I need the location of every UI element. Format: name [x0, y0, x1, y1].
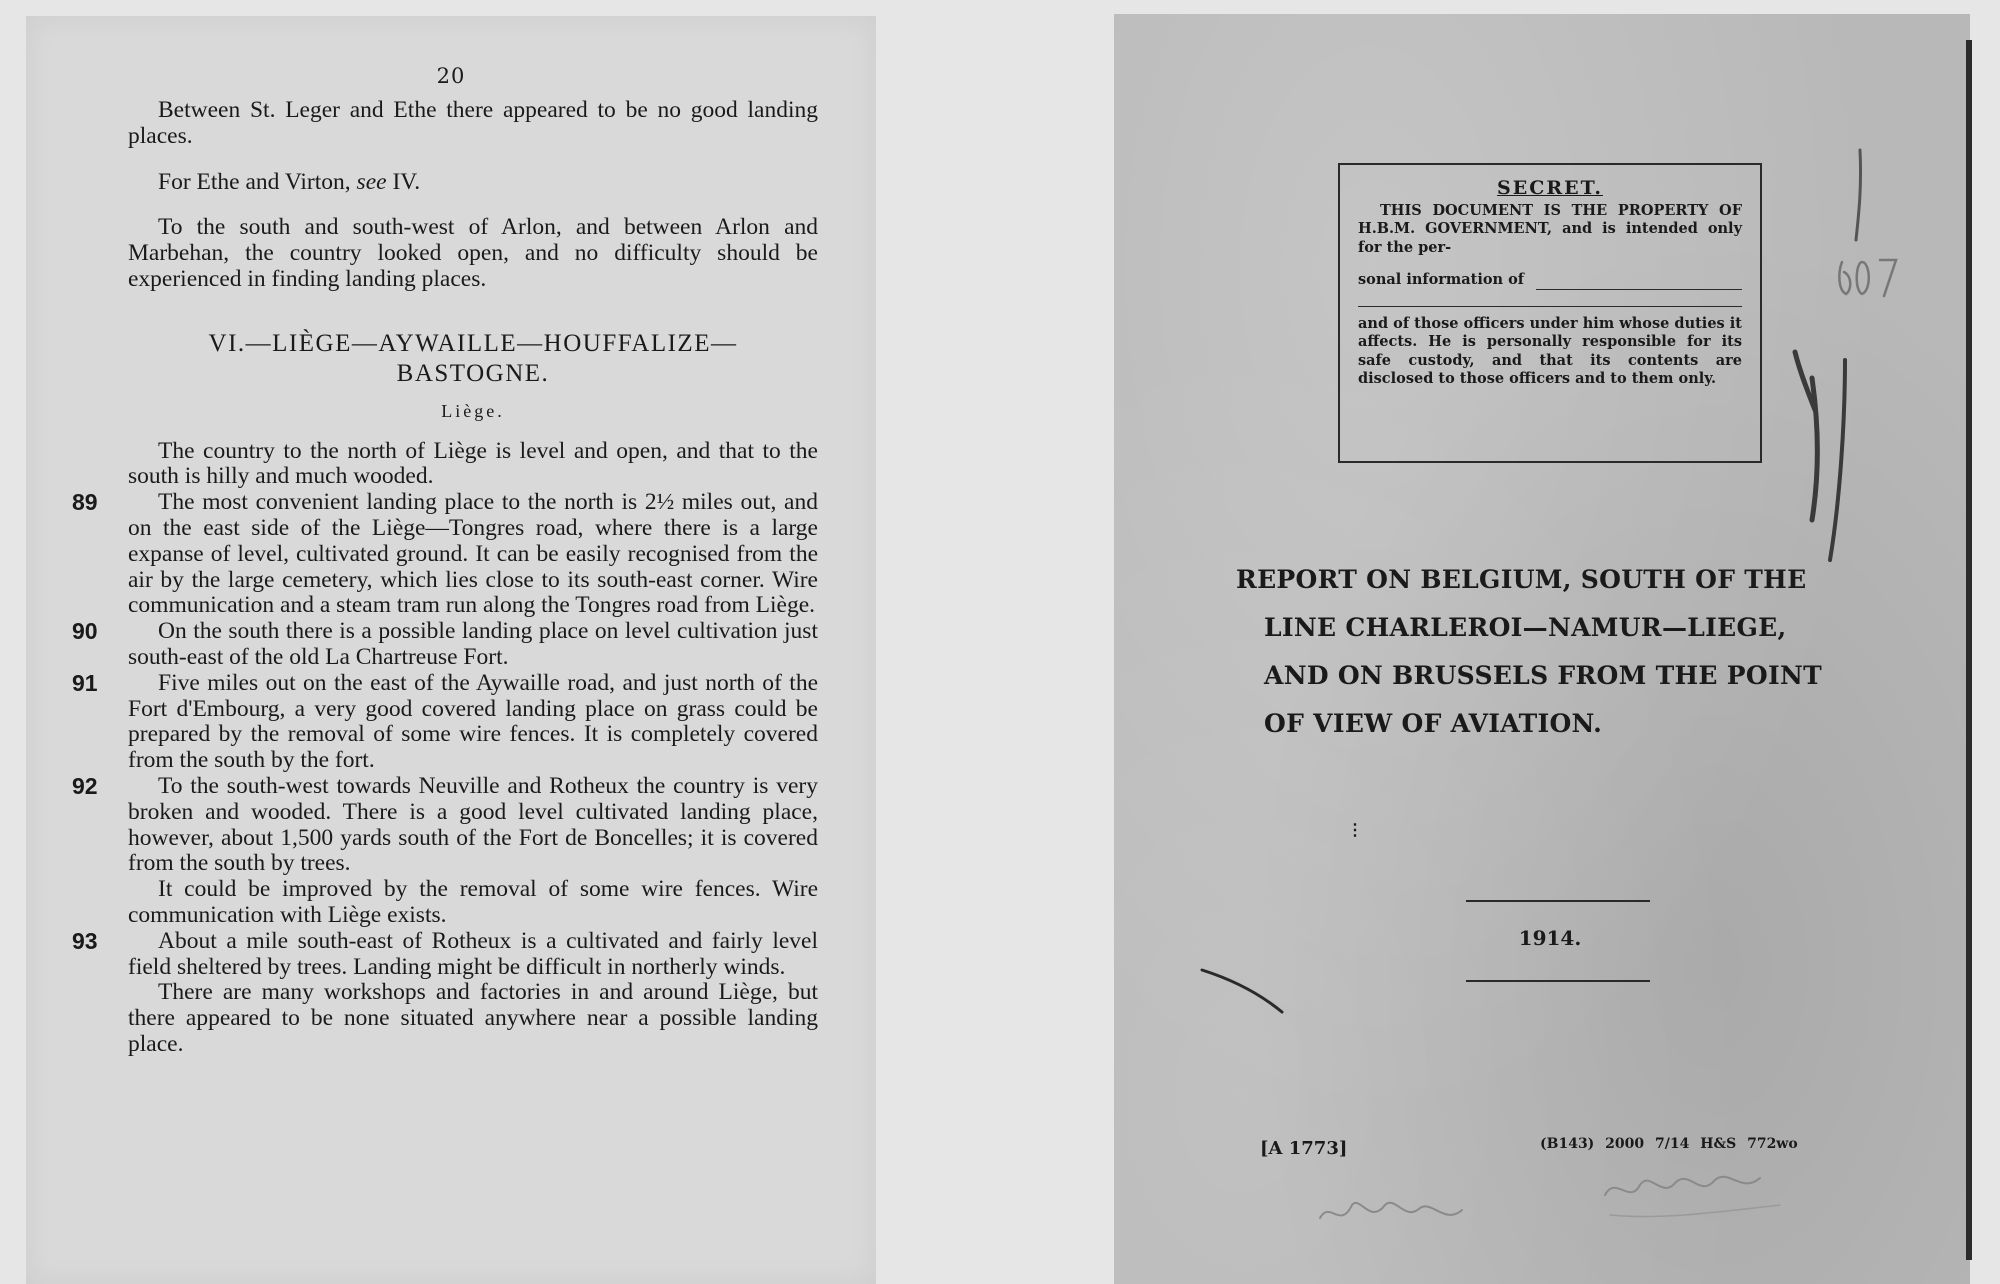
rule-above-year — [1466, 900, 1650, 902]
ethe-see: see — [356, 168, 387, 195]
personal-information-label: sonal information of — [1358, 271, 1525, 288]
personal-information-line — [1358, 271, 1742, 290]
paragraph-text: The most convenient landing place to the north is 2½ miles out, and on the east side of the Liège—Tongres road, where there is a large expanse of level, cultivated ground. It can be easily recognised from the air by the large cemetery, which lies close to its south-east corner. Wire communication and a steam tram run along the Tongres road from Liège. — [128, 489, 818, 619]
secret-para-1: THIS DOCUMENT IS THE PROPERTY OF H.B.M. GOVERNMENT, and is intended only for the per- — [1358, 201, 1742, 256]
secret-title: SECRET. — [1497, 177, 1603, 199]
secret-para-2: and of those officers under him whose duties it affects. He is personally responsible for its safe custody, and that its contents are disclosed to those officers and to them only. — [1358, 314, 1742, 387]
reference-number: [A 1773] — [1260, 1138, 1348, 1159]
report-title-line-1: REPORT ON BELGIUM, SOUTH OF THE — [1236, 565, 1807, 594]
report-title-line-2: LINE CHARLEROI—NAMUR—LIEGE, — [1264, 613, 1787, 642]
pencil-stroke — [1856, 150, 1861, 240]
pencil-stroke — [1857, 262, 1869, 294]
secret-notice-box — [1338, 163, 1762, 463]
paragraph-text: On the south there is a possible landing place on level cultivation just south-east of the old La Chartreuse Fort. — [128, 618, 818, 670]
printer-reference: (B143) 2000 7/14 H&S 772wo — [1540, 1136, 1798, 1152]
pencil-stroke — [1880, 260, 1896, 296]
paragraph-number: 91 — [72, 669, 98, 696]
paragraph-number: 90 — [72, 618, 98, 645]
paragraph-text: To the south-west towards Neuville and Rotheux the country is very broken and wooded. There is a good level cultivated landing place, however, about 1,500 yards south of the Fort de Boncelles; it is covered from the south by trees. — [128, 772, 818, 877]
subheading-liege: Liège. — [441, 400, 505, 421]
paragraph-arlon: To the south and south-west of Arlon, and between Arlon and Marbehan, the country looked open, and no difficulty should be experienced in finding landing places. — [128, 214, 818, 292]
pencil-stroke — [1812, 378, 1817, 520]
page-number: 20 — [436, 64, 466, 88]
paragraph-number: 93 — [72, 927, 98, 954]
year: 1914. — [1518, 926, 1582, 950]
pencil-stroke — [1830, 360, 1845, 560]
pencil-stroke — [1202, 970, 1282, 1012]
pencil-stroke — [1839, 262, 1850, 294]
paragraph-number: 89 — [72, 489, 98, 516]
paragraph-country: The country to the north of Liège is level and open, and that to the south is hilly and much wooded. — [128, 437, 818, 490]
report-title-line-3: AND ON BRUSSELS FROM THE POINT — [1264, 661, 1823, 690]
paragraph-92-continued: It could be improved by the removal of some wire fences. Wire communication with Liège exists. — [128, 876, 818, 928]
section-heading-line2: BASTOGNE. — [396, 359, 550, 387]
paragraph-st-leger: Between St. Leger and Ethe there appeared to be no good landing places. — [128, 97, 818, 149]
paragraph-text: About a mile south-east of Rotheux is a cultivated and fairly level field sheltered by trees. Landing might be difficult in northerly winds. — [128, 927, 818, 980]
name-blank — [1536, 275, 1742, 290]
pencil-stroke — [1320, 1203, 1462, 1218]
report-title — [1236, 556, 1876, 748]
paragraph-number: 92 — [72, 772, 98, 799]
report-title-line-4: OF VIEW OF AVIATION. — [1264, 709, 1603, 738]
pencil-stroke — [1605, 1177, 1760, 1195]
name-blank-line — [1358, 306, 1742, 307]
paragraph-text: Five miles out on the east of the Aywaille road, and just north of the Fort d'Embourg, a very good covered landing place on grass could be prepared by the removal of some wire fences. It is completely covered from the south by the fort. — [128, 669, 818, 774]
pencil-stroke — [1610, 1205, 1780, 1217]
ethe-suffix: IV. — [386, 168, 421, 195]
section-heading-line1: VI.—LIÈGE—AYWAILLE—HOUFFALIZE— — [208, 329, 738, 357]
rule-below-year — [1466, 980, 1650, 982]
ink-dots: ⋮ — [1347, 820, 1363, 839]
ethe-prefix: For Ethe and Virton, — [158, 168, 357, 195]
paragraph-workshops: There are many workshops and factories in and around Liège, but there appeared to be none situated anywhere near a possible landing place. — [128, 979, 818, 1057]
